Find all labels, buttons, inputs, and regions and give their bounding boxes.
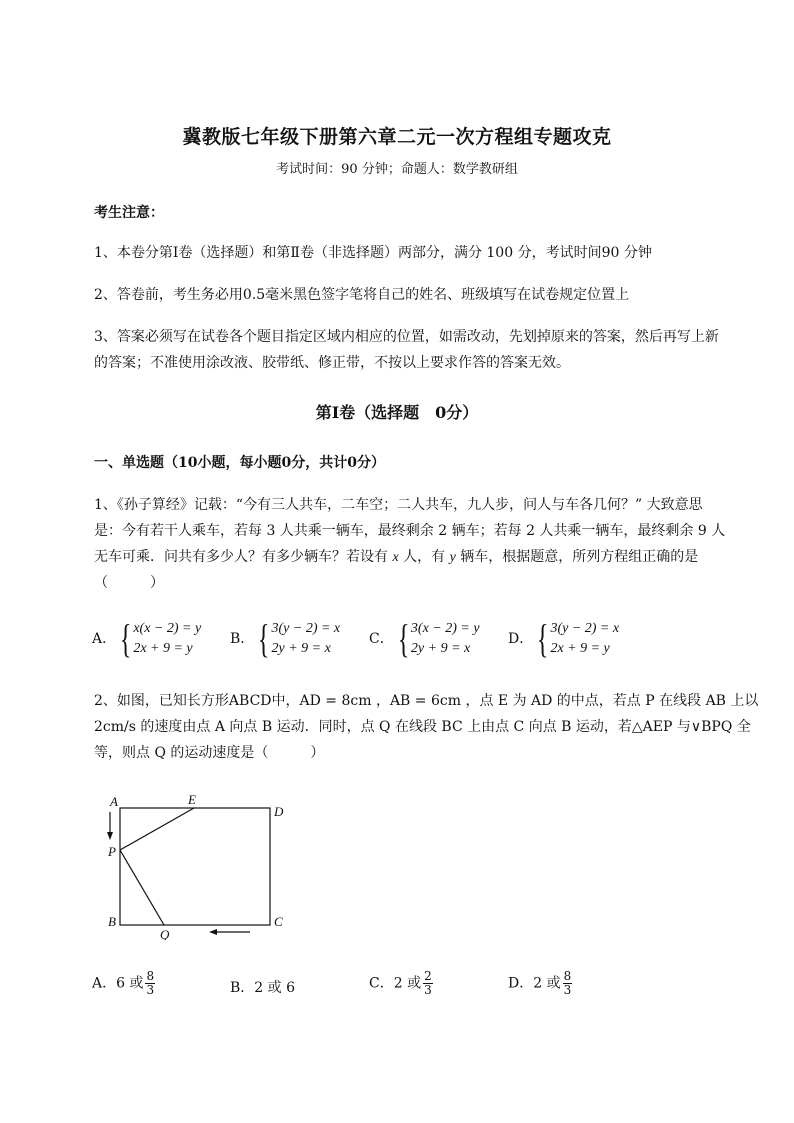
q2-line-3: 等，则点 Q 的运动速度是（ ）: [94, 745, 325, 761]
q1-option-a[interactable]: A． { x(x − 2) = y 2x + 9 = y: [92, 616, 202, 661]
q1-option-d[interactable]: D． { 3(y − 2) = x 2x + 9 = y: [508, 616, 620, 661]
q1-line-2: 是：今有若干人乘车，若每 3 人共乘一辆车，最终剩余 2 辆车；若每 2 人共乘一辆车，最终剩余 9 人: [94, 523, 726, 539]
exam-info: 考试时间：90 分钟；命题人：数学教研组: [276, 162, 518, 177]
label-a: A: [110, 794, 118, 809]
q1-line-3: 无车可乘．问共有多少人？有多少辆车？若设有 x 人，有 y 辆车，根据题意，所列方程组正确的是: [94, 549, 699, 565]
arrow-down-head: [107, 832, 113, 840]
q2-line-2: 2cm/s 的速度由点 A 向点 B 运动．同时，点 Q 在线段 BC 上由点 C 向点 B 运动，若△AEP 与∨BPQ 全: [94, 719, 751, 735]
notice-item-3-line-2: 的答案；不准使用涂改液、胶带纸、修正带，不按以上要求作答的答案无效。: [94, 355, 570, 371]
label-q: Q: [160, 927, 170, 940]
page-title: 冀教版七年级下册第六章二元一次方程组专题攻克: [182, 126, 612, 148]
notice-item-1: 1、本卷分第Ⅰ卷（选择题）和第Ⅱ卷（非选择题）两部分，满分 100 分，考试时间90 分钟: [94, 245, 652, 261]
q2-option-d[interactable]: D．2 或 $\frac{8}{3}$: [508, 969, 572, 997]
q1-line-4: （ ）: [94, 575, 164, 591]
section-title: 第Ⅰ卷（选择题 0分）: [315, 403, 479, 422]
label-c: C: [274, 914, 283, 929]
label-p: P: [108, 844, 116, 859]
rectangle-figure: [100, 790, 300, 940]
rectangle-abcd: [120, 808, 270, 925]
label-d: D: [274, 804, 284, 819]
notice-heading: 考生注意：: [94, 205, 164, 221]
q1-option-c[interactable]: C． { 3(x − 2) = y 2y + 9 = x: [369, 616, 480, 661]
q2-option-a[interactable]: A．6 或 $\frac{8}{3}$: [92, 969, 155, 997]
q2-option-c[interactable]: C．2 或 $\frac{2}{3}$: [369, 969, 432, 997]
label-e: E: [188, 792, 196, 807]
q2-line-1: 2、如图，已知长方形ABCD中，AD = 8cm ，AB = 6cm ，点 E 为 AD 的中点，若点 P 在线段 AB 上以: [94, 693, 759, 709]
segment-pq: [120, 850, 164, 925]
q1-line-1: 1、《孙子算经》记载：“今有三人共车，二车空；二人共车，九人步，问人与车各几何？” 大致意思: [94, 497, 703, 513]
arrow-left-head: [209, 929, 217, 935]
q2-option-b[interactable]: B．2 或 6: [230, 980, 296, 996]
notice-item-3-line-1: 3、答案必须写在试卷各个题目指定区域内相应的位置，如需改动，先划掉原来的答案，然后再写上新: [94, 329, 719, 345]
notice-item-2: 2、答卷前，考生务必用0.5毫米黑色签字笔将自己的姓名、班级填写在试卷规定位置上: [94, 287, 630, 303]
part-heading: 一、单选题（10小题，每小题0分，共计0分）: [94, 455, 385, 471]
q1-option-b[interactable]: B． { 3(y − 2) = x 2y + 9 = x: [230, 616, 341, 661]
label-b: B: [108, 914, 116, 929]
segment-pe: [120, 808, 194, 850]
